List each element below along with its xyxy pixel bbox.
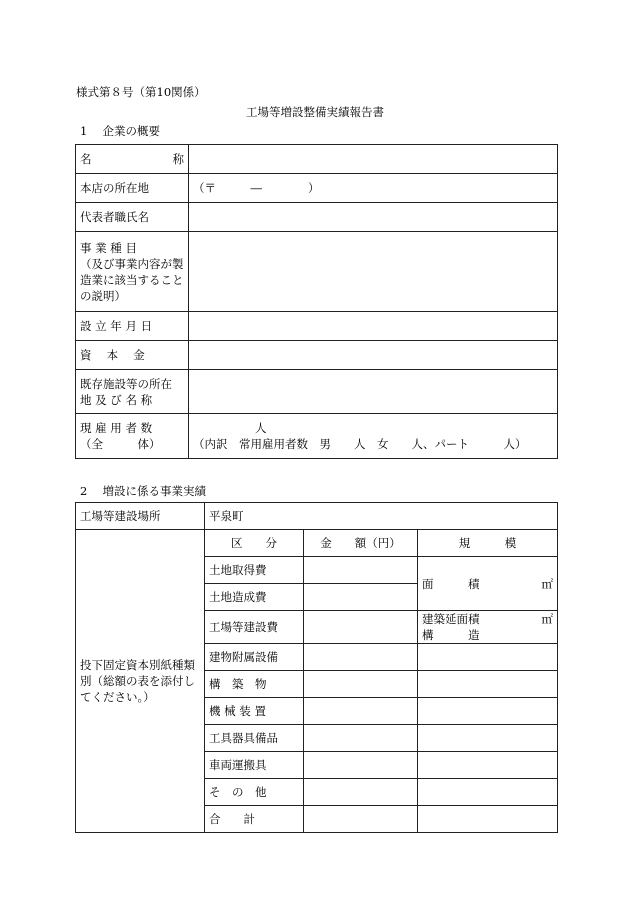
label-existing-2: 地 及 び 名 称 xyxy=(80,392,153,407)
scale-machinery[interactable] xyxy=(418,698,558,725)
label-vehicles: 車両運搬具 xyxy=(205,752,304,779)
label-representative: 代表者職氏名 xyxy=(76,203,189,232)
amount-factory-construction[interactable] xyxy=(304,611,418,644)
business-results-table xyxy=(75,502,558,833)
label-other: そ の 他 xyxy=(205,779,304,806)
amount-structures[interactable] xyxy=(304,671,418,698)
row-header xyxy=(76,530,558,557)
company-overview-table xyxy=(75,144,558,459)
field-existing-facilities[interactable] xyxy=(189,370,558,414)
scale-building-equipment[interactable] xyxy=(418,644,558,671)
label-floor-area: 建築延面積 xyxy=(422,612,480,626)
header-category: 区 分 xyxy=(205,530,304,557)
label-established: 設 立 年 月 日 xyxy=(76,312,189,341)
label-factory-construction: 工場等建設費 xyxy=(205,611,304,644)
label-structures: 構 築 物 xyxy=(205,671,304,698)
amount-building-equipment[interactable] xyxy=(304,644,418,671)
field-established[interactable] xyxy=(189,312,558,341)
row-site xyxy=(76,503,558,530)
label-capital: 資 本 金 xyxy=(76,341,189,370)
row-existing-facilities xyxy=(76,370,558,414)
section2-heading: 2 増設に係る事業実績 xyxy=(80,484,206,498)
label-machinery: 機 械 装 置 xyxy=(205,698,304,725)
amount-total[interactable] xyxy=(304,806,418,833)
label-site: 工場等建設場所 xyxy=(76,503,205,530)
row-representative xyxy=(76,203,558,232)
field-business-type[interactable] xyxy=(189,232,558,312)
amount-land-preparation[interactable] xyxy=(304,584,418,611)
label-total: 合 計 xyxy=(205,806,304,833)
field-site[interactable]: 平泉町 xyxy=(205,503,558,530)
field-representative[interactable] xyxy=(189,203,558,232)
label-investment: 投下固定資本別紙種類別（総額の表を添付してください。） xyxy=(76,530,205,833)
unit-floor-area: ㎡ xyxy=(541,612,553,626)
row-business-type xyxy=(76,232,558,312)
amount-vehicles[interactable] xyxy=(304,752,418,779)
form-number: 様式第８号（第10関係） xyxy=(76,85,206,99)
employees-breakdown: （内訳 常用雇用者数 男 人 女 人、パート 人） xyxy=(193,437,527,451)
field-capital[interactable] xyxy=(189,341,558,370)
row-employees xyxy=(76,414,558,459)
label-company-name: 名 称 xyxy=(80,152,184,166)
amount-other[interactable] xyxy=(304,779,418,806)
unit-area: ㎡ xyxy=(541,576,553,591)
header-scale: 規 模 xyxy=(418,530,558,557)
field-employees[interactable] xyxy=(189,414,558,459)
field-company-name[interactable] xyxy=(189,145,558,174)
label-address: 本店の所在地 xyxy=(76,174,189,203)
label-structure: 構 造 xyxy=(422,628,480,642)
amount-tools[interactable] xyxy=(304,725,418,752)
row-established xyxy=(76,312,558,341)
field-floor-structure[interactable] xyxy=(418,611,558,644)
label-employees-1: 現 雇 用 者 数 xyxy=(80,421,153,435)
label-tools: 工具器具備品 xyxy=(205,725,304,752)
amount-land-acquisition[interactable] xyxy=(304,557,418,584)
label-land-preparation: 土地造成費 xyxy=(205,584,304,611)
scale-other[interactable] xyxy=(418,779,558,806)
label-employees-2: （全 体） xyxy=(80,437,161,451)
section1-heading: 1 企業の概要 xyxy=(80,124,160,138)
row-capital xyxy=(76,341,558,370)
field-address[interactable]: （〒 ― ） xyxy=(189,174,558,203)
employees-total-unit: 人 xyxy=(255,421,267,435)
label-building-equipment: 建物附属設備 xyxy=(205,644,304,671)
row-address xyxy=(76,174,558,203)
label-area: 面 積 xyxy=(422,576,480,591)
scale-structures[interactable] xyxy=(418,671,558,698)
row-company-name xyxy=(76,145,558,174)
label-land-acquisition: 土地取得費 xyxy=(205,557,304,584)
label-business-type: 事 業 種 目 xyxy=(80,240,137,255)
scale-vehicles[interactable] xyxy=(418,752,558,779)
label-business-note: （及び事業内容が製造業に該当することの説明） xyxy=(80,256,184,303)
scale-tools[interactable] xyxy=(418,725,558,752)
label-existing-1: 既存施設等の所在 xyxy=(80,376,172,391)
scale-total[interactable] xyxy=(418,806,558,833)
amount-machinery[interactable] xyxy=(304,698,418,725)
header-amount: 金 額（円） xyxy=(304,530,418,557)
field-area[interactable] xyxy=(418,557,558,611)
form-title: 工場等増設整備実績報告書 xyxy=(246,105,384,119)
